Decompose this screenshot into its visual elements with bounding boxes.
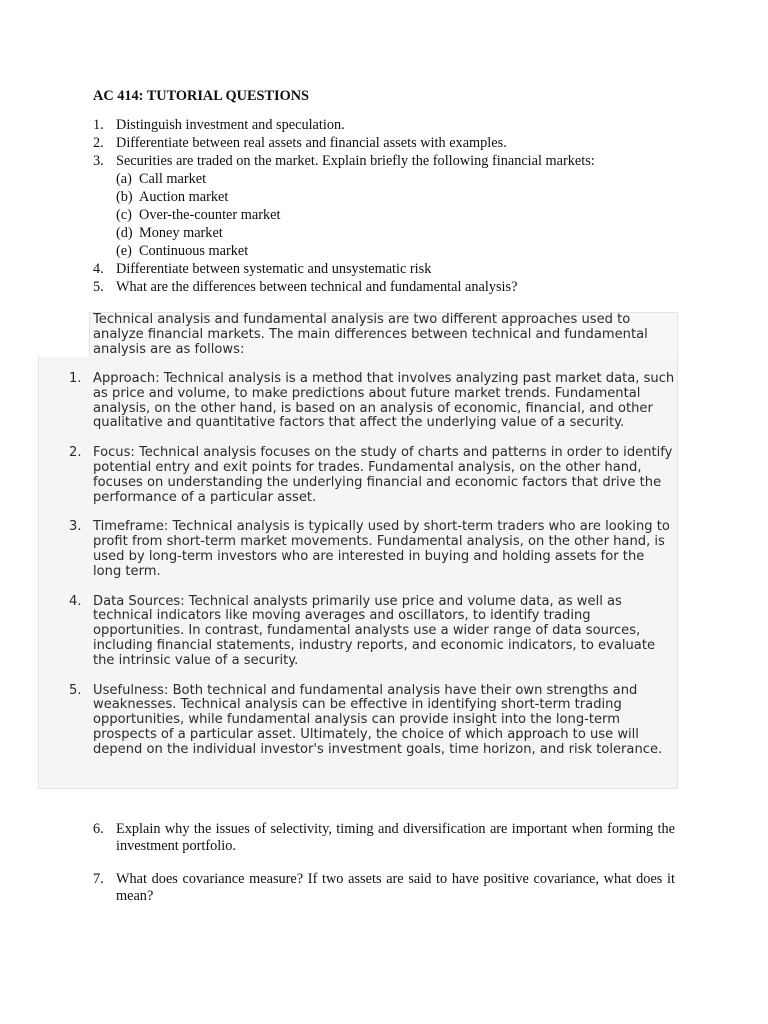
answer-text: Usefulness: Both technical and fundamental analysis have their own strengths and weaknesses. Technical analysis can be effective in identifying short-term trading opportunities, while fundamental analysis can provide insight into the long-term prospects of a particular asset. Ultimately, the choice of which approach to use will depend on the individual investor's investment goals, time horizon, and risk tolerance. xyxy=(93,682,663,757)
question-item xyxy=(93,116,675,134)
question-item xyxy=(93,821,675,854)
market-text: Continuous market xyxy=(139,243,249,259)
question-text: Differentiate between real assets and financial assets with examples. xyxy=(116,135,507,151)
market-letter: (d) xyxy=(116,225,133,241)
market-letter: (a) xyxy=(116,171,132,187)
question-number: 1. xyxy=(93,117,104,133)
question-number: 5. xyxy=(93,279,104,295)
answer-number: 3. xyxy=(69,519,82,535)
answer-number: 5. xyxy=(69,682,82,698)
answer-number: 4. xyxy=(69,593,82,609)
market-text: Call market xyxy=(139,171,207,187)
question-item xyxy=(93,260,675,278)
question-number: 6. xyxy=(93,821,104,837)
answer-point xyxy=(69,593,675,669)
question-number: 7. xyxy=(93,871,104,887)
question-item xyxy=(93,871,675,904)
answer-point xyxy=(69,371,675,431)
answer-number: 1. xyxy=(69,371,82,386)
question-text: Distinguish investment and speculation. xyxy=(116,117,345,133)
answer-number: 2. xyxy=(69,445,82,461)
answer-text: Data Sources: Technical analysts primarily use price and volume data, as well as technical indicators like moving averages and oscillators, to identify trading opportunities. In contrast, fundamental analysts use a wider range of data sources, including financial statements, industry reports, and economic indicators, to evaluate the intrinsic value of a security. xyxy=(93,593,656,668)
market-item xyxy=(116,242,675,260)
market-list xyxy=(116,170,675,260)
market-text: Money market xyxy=(139,225,223,241)
question-text: Securities are traded on the market. Explain briefly the following financial markets: xyxy=(116,153,595,169)
market-letter: (c) xyxy=(116,207,132,223)
market-item xyxy=(116,206,675,224)
answer-text: Focus: Technical analysis focuses on the study of charts and patterns in order to identify potential entry and exit points for trades. Fundamental analysis, on the other hand, focuses on understanding the underlying financial and economic factors that drive the performance of a particular asset. xyxy=(93,445,673,505)
page-title: AC 414: TUTORIAL QUESTIONS xyxy=(93,88,309,104)
question-item xyxy=(93,278,675,296)
market-item xyxy=(116,170,675,188)
question-list xyxy=(93,116,675,296)
question-text: What are the differences between technical and fundamental analysis? xyxy=(116,279,518,295)
question-number: 3. xyxy=(93,153,104,169)
market-item xyxy=(116,188,675,206)
market-text: Over-the-counter market xyxy=(139,207,281,223)
market-letter: (b) xyxy=(116,189,133,205)
question-text: Differentiate between systematic and unsystematic risk xyxy=(116,261,432,277)
question-number: 4. xyxy=(93,261,104,277)
question-item xyxy=(93,134,675,152)
market-letter: (e) xyxy=(116,243,132,259)
question-text: Explain why the issues of selectivity, timing and diversification are important when forming the investment portfolio. xyxy=(116,821,675,854)
answer-point xyxy=(69,445,675,505)
market-item xyxy=(116,224,675,242)
question-number: 2. xyxy=(93,135,104,151)
answer-text: Approach: Technical analysis is a method that involves analyzing past market data, such as price and volume, to make predictions about future market trends. Fundamental analysis, on the other hand, is based on an analysis of economic, financial, and other qualitative and quantitative factors that affect the underlying value of a security. xyxy=(93,371,675,431)
answer-point xyxy=(69,519,675,579)
answer-text: Timeframe: Technical analysis is typically used by short-term traders who are looking to profit from short-term market movements. Fundamental analysis, on the other hand, is used by long-term investors who are interested in buying and holding assets for the long term. xyxy=(93,519,670,579)
market-text: Auction market xyxy=(139,189,229,205)
answer-list xyxy=(69,371,675,758)
answer-point xyxy=(69,682,675,758)
answer-intro: Technical analysis and fundamental analysis are two different approaches used to analyze financial markets. The main differences between technical and fundamental analysis are as follows: xyxy=(93,312,648,357)
question-text: What does covariance measure? If two assets are said to have positive covariance, what does it mean? xyxy=(116,871,675,904)
question-item xyxy=(93,152,675,260)
